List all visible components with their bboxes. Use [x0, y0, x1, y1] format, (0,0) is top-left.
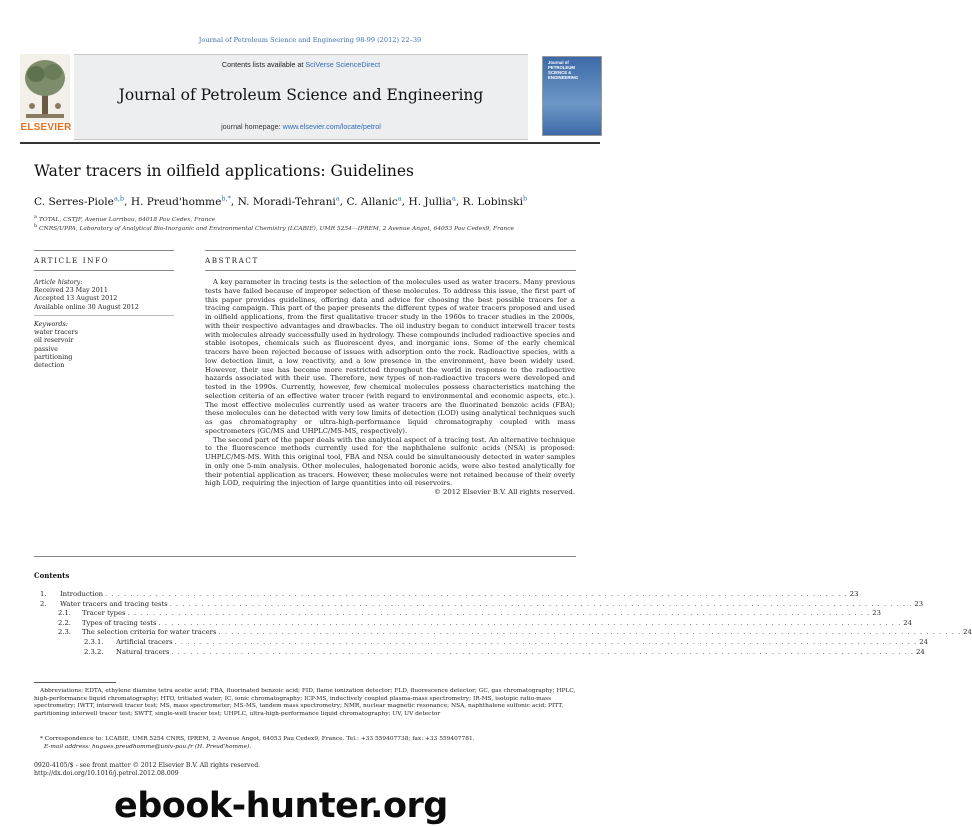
affiliation: $^a$ TOTAL, CSTJF, Avenue Larribau, 64018 Pau Cedex, France: [34, 214, 216, 223]
toc-entry[interactable]: 2.3. The selection criteria for water tracers . . . . . . . . . . . . . . . . . . . . . . . . . . . . . . . . . . . . . . . . . . . . . . . . . . . . . . . . . . . . . . . . . . . . . . . . . . . . . . . . . . . . . . . . . . . . . . . . . . . . . . . . . . . . . . . . . . . . . . 24: [58, 628, 972, 637]
divider: [205, 250, 576, 251]
toc-entry[interactable]: 2.1. Tracer types . . . . . . . . . . . . . . . . . . . . . . . . . . . . . . . . . . . . . . . . . . . . . . . . . . . . . . . . . . . . . . . . . . . . . . . . . . . . . . . . . . . . . . . . . . . . . . . . . . . . . . . . . . . . . . . . . . . . . . 23: [58, 609, 881, 618]
abstract-heading: ABSTRACT: [205, 256, 259, 265]
abbreviations-footnote: Abbreviations: EDTA, ethylene diamine tetra acetic acid; FBA, fluorinated benzoic acid; FID, flame ionization detector; FLD, fluorescence detector; GC, gas chromatography; HPLC, high-performance liquid chromatography; HTO, tritiated water; IC, ionic chromatography; ICP-MS, inductively coupled plasma-mass spectrometry; IR-MS, isotopic ratio-mass spectrometry; IWTT, interwell tracer test; MS, mass spectrometer; MS-MS, tandem mass spectrometry; NMR, nuclear magnetic resonance; NSA, naphthalene sulfonic acid; PITT, partitioning interwell tracer test; SWTT, single-well tracer test; UHPLC, ultra-high-performance liquid chromatography; UV, UV detector: [34, 688, 576, 717]
contents-available: [74, 60, 528, 69]
abstract-paragraph: The second part of the paper deals with the analytical aspect of a tracing test. An alternative technique to the fluorescence methods currently used for the naphthalene sulfonic acids (NSA) is proposed: UHPLC/MS-MS. With this original tool, FBA and NSA could be simultaneously detected in water samples in only one 5-min analysis. Other molecules, halogenated boronic acids, were also tested analytically for their potential application as tracers. However, these molecules were not retained because of their overly high LOD, requiring the injection of large quantities into oil reservoirs.: [205, 435, 575, 488]
keyword: oil reservoir: [34, 336, 74, 345]
email-footnote: E-mail address: hugues.preudhomme@univ-pau.fr (H. Preud'homme).: [44, 744, 252, 750]
toc-entry[interactable]: 2. Water tracers and tracing tests . . . . . . . . . . . . . . . . . . . . . . . . . . . . . . . . . . . . . . . . . . . . . . . . . . . . . . . . . . . . . . . . . . . . . . . . . . . . . . . . . . . . . . . . . . . . . . . . . . . . . . . . . . . . . . . . . . . . . . 23: [40, 599, 924, 608]
history-accepted: Accepted 13 August 2012: [34, 294, 118, 303]
divider: [34, 270, 174, 271]
keywords-label: Keywords:: [34, 320, 68, 328]
abstract-paragraph: A key parameter in tracing tests is the selection of the molecules used as water tracers. Many previous tests have failed because of improper selection of these molecules. To address this issue, the first part of this paper provides guidelines, offering data and advice for choosing the best possible tracers for a tracing campaign. This part of the paper presents the different types of water tracers proposed and used in oilfield applications, from the first qualitative tracer study in the 1960s to tracer studies in the 2000s, with their respective advantages and drawbacks. The oil industry began to conduct interwell tracer tests with molecules already successfully used in hydrology. These compounds included radioactive species and stable isotopes, chemicals such as fluorescent dyes, and inorganic ions. Some of the early chemical tracers have been rejected because of issues with adsorption onto the rock. Radioactive species, with a low detection limit, a low reactivity, and a low presence in the environment, have been widely used. However, their use has become more restricted throughout the world in response to the radioactive hazards associated with their use. Therefore, new types of non-radioactive tracers were developed and tested in the 1990s. Currently, however, few chemical molecules possess characteristics matching the selection criteria of an effective water tracer (with regard to environmental and economic aspects, etc.). The most effective molecules currently used as water tracers are the fluorinated benzoic acids (FBA); these molecules can be detected with very low limits of detection (LOD) using analytical techniques such as gas chromatography or ultra-high-performance liquid chromatography coupled with mass spectrometers (GC/MS and UHPLC/MS-MS, respectively).: [205, 278, 576, 435]
article-title: Water tracers in oilfield applications: Guidelines: [34, 162, 414, 180]
toc-entry[interactable]: 2.3.2. Natural tracers . . . . . . . . . . . . . . . . . . . . . . . . . . . . . . . . . . . . . . . . . . . . . . . . . . . . . . . . . . . . . . . . . . . . . . . . . . . . . . . . . . . . . . . . . . . . . . . . . . . . . . . . . . . . . . . . . . . . . . 24: [84, 647, 925, 656]
divider: [34, 315, 174, 316]
keyword: passive: [34, 344, 58, 353]
copyright-notice: © 2012 Elsevier B.V. All rights reserved.: [433, 488, 575, 496]
author[interactable]: H. Preud'homme$^{b,*}$: [130, 194, 231, 208]
article-info-heading: ARTICLE INFO: [34, 256, 110, 265]
author-list: C. Serres-Piole$^{a,b}$, H. Preud'homme$^{b,*}$, N. Moradi-Tehrani$^a$, C. Allanic$^a$, H. Jullia$^a$, R. Lobinski$^b$: [34, 194, 528, 208]
history-received: Received 23 May 2011: [34, 286, 108, 295]
homepage-link[interactable]: www.elsevier.com/locate/petrol: [282, 122, 381, 131]
header-divider: [20, 142, 600, 144]
journal-homepage: [74, 122, 528, 131]
sciencedirect-link[interactable]: SciVerse ScienceDirect: [305, 60, 381, 69]
author[interactable]: C. Serres-Piole$^{a,b}$: [34, 194, 125, 208]
keyword: detection: [34, 361, 65, 370]
article-history: [34, 278, 174, 311]
keywords: [34, 320, 174, 369]
author[interactable]: H. Jullia$^a$: [408, 194, 456, 208]
author[interactable]: C. Allanic$^a$: [346, 194, 402, 208]
elsevier-tree-icon: [20, 54, 70, 122]
cover-title: Journal of PETROLEUM SCIENCE & ENGINEERING: [548, 60, 579, 80]
journal-title: Journal of Petroleum Science and Engineering: [118, 86, 484, 104]
footnote-divider: [34, 682, 116, 683]
journal-citation[interactable]: Journal of Petroleum Science and Engineering 98-99 (2012) 22–39: [198, 36, 422, 44]
author[interactable]: R. Lobinski$^b$: [462, 194, 528, 208]
contents-heading: Contents: [34, 571, 70, 580]
homepage-prefix: journal homepage:: [221, 122, 283, 131]
watermark-text: ebook-hunter.org: [114, 786, 448, 826]
doi-link[interactable]: http://dx.doi.org/10.1016/j.petrol.2012.08.009: [34, 770, 179, 777]
toc-entry[interactable]: 2.2. Types of tracing tests . . . . . . . . . . . . . . . . . . . . . . . . . . . . . . . . . . . . . . . . . . . . . . . . . . . . . . . . . . . . . . . . . . . . . . . . . . . . . . . . . . . . . . . . . . . . . . . . . . . . . . . . . . . . . . . . . . . . . . 24: [58, 618, 912, 627]
divider: [34, 556, 576, 557]
toc-entry[interactable]: 2.3.1. Artificial tracers . . . . . . . . . . . . . . . . . . . . . . . . . . . . . . . . . . . . . . . . . . . . . . . . . . . . . . . . . . . . . . . . . . . . . . . . . . . . . . . . . . . . . . . . . . . . . . . . . . . . . . . . . . . . . . . . . . . . . . 24: [84, 637, 928, 646]
correspondence-footnote: * Correspondence to: LCABIE, UMR 5254 CNRS, IPREM, 2 Avenue Angot, 64053 Pau Cedex9, France. Tel.: +33 559407738; fax: +33 559407781.: [40, 736, 475, 742]
keyword: water tracers: [34, 328, 78, 337]
divider: [34, 250, 174, 251]
toc-entry[interactable]: 1. Introduction . . . . . . . . . . . . . . . . . . . . . . . . . . . . . . . . . . . . . . . . . . . . . . . . . . . . . . . . . . . . . . . . . . . . . . . . . . . . . . . . . . . . . . . . . . . . . . . . . . . . . . . . . . . . . . . . . . . . . . 23: [40, 590, 859, 598]
history-online: Available online 30 August 2012: [34, 302, 139, 311]
issn-line: 0920-4105/$ - see front matter © 2012 Elsevier B.V. All rights reserved.: [34, 762, 261, 769]
divider: [205, 270, 576, 271]
abstract-body: [205, 278, 575, 497]
author[interactable]: N. Moradi-Tehrani$^a$: [237, 194, 340, 208]
contents-prefix: Contents lists available at: [221, 60, 306, 69]
history-label: Article history:: [34, 278, 83, 286]
publisher-wordmark[interactable]: ELSEVIER: [20, 122, 72, 133]
table-of-contents: [34, 590, 972, 657]
affiliation: $^b$ CNRS/UPPA, Laboratory of Analytical Bio-Inorganic and Environmental Chemistry (LCABIE), UMR 5254—IPREM, 2 Avenue Angot, 64053 Pau Cedex9, France: [34, 223, 515, 232]
keyword: partitioning: [34, 352, 73, 361]
